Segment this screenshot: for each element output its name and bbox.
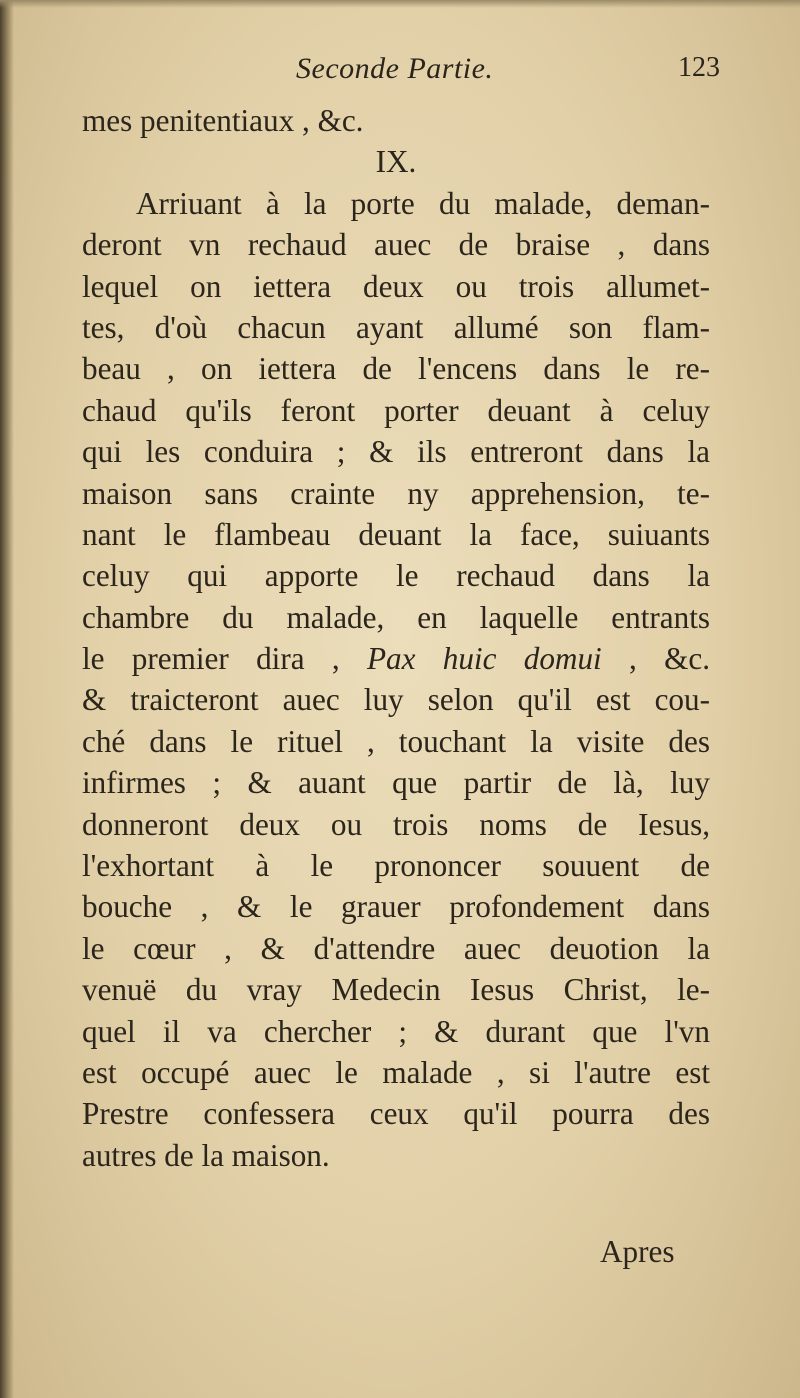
text-line: est occupé auec le malade , si l'autre est — [82, 1054, 710, 1090]
page-gutter-shadow — [0, 0, 14, 1398]
text-line: Prestre confessera ceux qu'il pourra des — [82, 1096, 710, 1132]
page-number: 123 — [678, 52, 720, 83]
text-line: Arriuant à la porte du malade, deman- — [136, 185, 710, 221]
page-text — [82, 100, 710, 1176]
text-line: lequel on iettera deux ou trois allumet- — [82, 268, 710, 304]
text-line: le cœur , & d'attendre auec deuotion la — [82, 930, 710, 966]
text-line: maison sans crainte ny apprehension, te- — [82, 475, 710, 511]
section-number: IX. — [375, 144, 417, 180]
text-line: celuy qui apporte le rechaud dans la — [82, 558, 710, 594]
text-line: qui les conduira ; & ils entreront dans la — [82, 434, 710, 470]
text-line: beau , on iettera de l'encens dans le re- — [82, 351, 710, 387]
text-line: deront vn rechaud auec de braise , dans — [82, 227, 710, 263]
page-header — [80, 52, 720, 102]
text-line: donneront deux ou trois noms de Iesus, — [82, 806, 710, 842]
text-line: & traicteront auec luy selon qu'il est cou- — [82, 682, 710, 718]
text-line: l'exhortant à le prononcer souuent de — [82, 848, 710, 884]
text-line: chambre du malade, en laquelle entrants — [82, 599, 710, 635]
text-line: bouche , & le grauer profondement dans — [82, 889, 710, 925]
text-line: tes, d'où chacun ayant allumé son flam- — [82, 309, 710, 345]
text-span: le premier dira , — [82, 641, 367, 677]
text-line: chaud qu'ils feront porter deuant à celuy — [82, 392, 710, 428]
text-line: ché dans le rituel , touchant la visite des — [82, 723, 710, 759]
catchword: Apres — [600, 1234, 675, 1269]
text-line: quel il va chercher ; & durant que l'vn — [82, 1013, 710, 1049]
text-line: venuë du vray Medecin Iesus Christ, le- — [82, 972, 710, 1008]
text-line: mes penitentiaux , &c. — [82, 103, 364, 138]
text-line — [82, 638, 710, 679]
text-line: autres de la maison. — [82, 1137, 330, 1173]
latin-phrase: Pax huic domui — [366, 641, 602, 677]
text-line: nant le flambeau deuant la face, suiuants — [82, 516, 710, 552]
text-line: infirmes ; & auant que partir de là, luy — [82, 765, 710, 801]
running-head: Seconde Partie. — [296, 52, 494, 85]
page-top-edge — [0, 0, 800, 8]
text-span: , &c. — [601, 641, 710, 677]
